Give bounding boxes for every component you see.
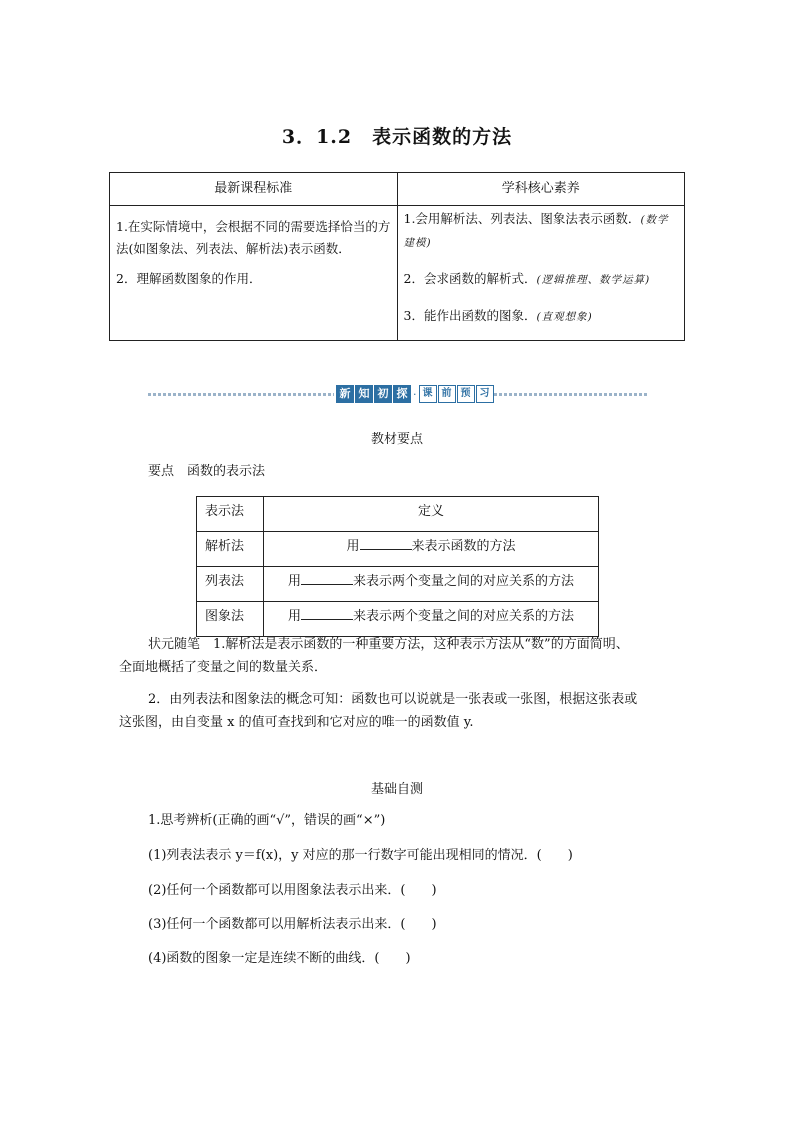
sub-item-4: (4)函数的图象一定是连续不断的曲线．( )	[148, 951, 411, 966]
banner-divider-left	[148, 393, 334, 396]
banner-char: 探	[393, 385, 411, 403]
rep-method: 列表法	[197, 567, 264, 602]
self-test-heading: 基础自测	[370, 782, 423, 797]
page-title: 3．1.2 表示函数的方法	[281, 126, 513, 148]
fill-blank[interactable]	[360, 535, 412, 550]
standards-left-cell	[110, 206, 398, 341]
rep-method: 解析法	[197, 532, 264, 567]
sub-item-2: (2)任何一个函数都可以用图象法表示出来．( )	[148, 883, 437, 898]
banner-badge	[336, 384, 494, 404]
rep-header-definition: 定义	[264, 497, 599, 532]
note-line-2: 全面地概括了变量之间的数量关系．	[119, 660, 328, 675]
rep-header-method: 表示法	[197, 497, 264, 532]
standard-item-1: 1.在实际情境中，会根据不同的需要选择恰当的方法(如图象法、列表法、解析法)表示函数．	[116, 219, 391, 256]
banner-char: 新	[336, 385, 354, 403]
rep-definition: 用 来表示函数的方法	[264, 532, 599, 567]
point-heading: 要点 函数的表示法	[148, 464, 266, 479]
sub-item-1: (1)列表法表示 y＝f(x)，y 对应的那一行数字可能出现相同的情况．( )	[148, 848, 573, 863]
rep-method: 图象法	[197, 602, 264, 637]
fill-blank[interactable]	[301, 605, 353, 620]
standards-table	[109, 172, 685, 341]
section-banner	[148, 384, 648, 404]
representation-table	[196, 496, 599, 637]
note-line-3: 2．由列表法和图象法的概念可知：函数也可以说就是一张表或一张图，根据这张表或	[148, 692, 638, 707]
standard-item-2: 2．理解函数图象的作用．	[116, 271, 262, 286]
rep-definition: 用 来表示两个变量之间的对应关系的方法	[264, 602, 599, 637]
materials-heading: 教材要点	[370, 432, 423, 447]
banner-char: 课	[419, 385, 437, 403]
literacy-item-3: 3．能作出函数的图象．(直观想象)	[403, 308, 593, 323]
banner-char: 前	[438, 385, 456, 403]
literacy-tag-1: (数学建模)	[403, 214, 669, 249]
sub-item-3: (3)任何一个函数都可以用解析法表示出来．( )	[148, 917, 437, 932]
literacy-item-2: 2．会求函数的解析式．(逻辑推理、数学运算)	[403, 271, 651, 286]
standards-header-right: 学科核心素养	[397, 173, 685, 206]
banner-char: 习	[476, 385, 494, 403]
banner-char: 初	[374, 385, 392, 403]
note-line-4: 这张图，由自变量 x 的值可查找到和它对应的唯一的函数值 y.	[119, 715, 474, 730]
banner-divider-right	[494, 393, 648, 396]
standards-right-cell	[397, 206, 685, 341]
literacy-item-1: 1.会用解析法、列表法、图象法表示函数．(数学建模)	[403, 211, 669, 249]
banner-separator: ·	[413, 387, 417, 401]
banner-char: 预	[457, 385, 475, 403]
banner-char: 知	[355, 385, 373, 403]
standards-header-left: 最新课程标准	[110, 173, 398, 206]
rep-definition: 用 来表示两个变量之间的对应关系的方法	[264, 567, 599, 602]
question-1: 1.思考辨析(正确的画“√”，错误的画“×”)	[148, 813, 386, 828]
fill-blank[interactable]	[301, 570, 353, 585]
literacy-tag-2: (逻辑推理、数学运算)	[536, 274, 651, 286]
note-line-1: 状元随笔 1.解析法是表示函数的一种重要方法，这种表示方法从“数”的方面简明、	[148, 637, 629, 652]
literacy-tag-3: (直观想象)	[536, 311, 593, 323]
